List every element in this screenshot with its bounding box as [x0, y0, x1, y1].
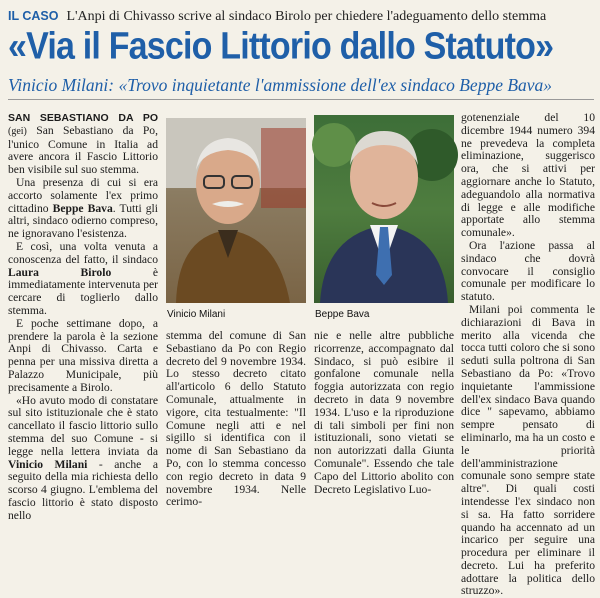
- paragraph: stemma del comune di San Sebastiano da Po con Regio decreto del 9 novembre 1934. Lo stesso decreto citato all'articolo 6 dello Statuto Comunale, attualmente in vigore, cita testualmente: "Il Comune negli atti e nel sigillo si identifica con il nome di San Sebastiano da Po, con lo stemma concesso con regio decreto in data 9 novembre 1934. Nelle cerimo-: [166, 329, 306, 509]
- article-column-3: [314, 329, 454, 496]
- photo-beppe-bava: [314, 115, 454, 303]
- paragraph: Ora l'azione passa al sindaco che dovrà convocare il consiglio comunale per modificare lo statuto.: [461, 238, 595, 304]
- paragraph: nie e nelle altre pubbliche ricorrenze, accompagnato dal Sindaco, si può esibire il gonfalone comunale nella foggia autorizzata con regio decreto in data 9 novembre 1934. L'uso e la riproduzione di tali simboli per fini non istituzionali, sono vietati se non autorizzati dalla Giunta Comunale". Essendo che tale Capo del Littorio abolito con Decreto Legislativo Luo-: [314, 329, 454, 496]
- article-column-2: [166, 329, 306, 509]
- photo-caption: Beppe Bava: [315, 309, 370, 320]
- paragraph: [8, 241, 158, 318]
- headline: «Via il Fascio Littorio dallo Statuto»: [8, 24, 554, 68]
- bold-name: Laura Birolo: [8, 265, 112, 279]
- article-column-1: [8, 112, 159, 522]
- divider: [8, 99, 594, 100]
- paragraph: gotenenziale del 10 dicembre 1944 numero 394 ne prevedeva la completa eliminazione, suggerisco ora, che si attivi per aggiornare anche lo Statuto, adeguandolo alla normativa di legge e alle modifiche apportate allo stemma comunale».: [461, 111, 595, 240]
- paragraph: Milani poi commenta le dichiarazioni di Bava in merito alla vicenda che tocca tutti coloro che si sono seduti sulla poltrona di San Sebastiano da Po: «Trovo inquietante l'ammissione dell'ex sindaco Bava quando dice " sapevamo, abbiamo sempre pensato di eliminarlo, ma ha un costo e le priorità dell'amministrazione comunale sono sempre state altre". Di quali costi intendesse l'ex sindaco non si sa. Ha fatto sorridere quando ha accennato ad un incarico per seguire una procedura per eliminare il decreto. Lui ha preferito adottare la politica dello struzzo».: [461, 302, 595, 598]
- paragraph-text: - anche a seguito della mia richiesta dello scorso 4 giugno. L'emblema del fascio littorio è stato disposto nello: [8, 457, 158, 522]
- kicker-text: L'Anpi di Chivasso scrive al sindaco Birolo per chiedere l'adeguamento dello stemma: [66, 9, 547, 24]
- dateline: SAN SEBASTIANO DA PO: [8, 112, 158, 124]
- bold-name: Vinicio Milani: [8, 457, 88, 471]
- paragraph: [8, 112, 158, 177]
- paragraph-text: . Tutti gli altri, sindaco odierno compreso, ne ignoravano l'esistenza.: [8, 201, 158, 241]
- article-column-4: [461, 111, 595, 598]
- paragraph: E poche settimane dopo, a prendere la parola è la sezione Anpi di Chivasso. Carta e penna per una missiva diretta a Palazzo Municipale, più precisamente a Birolo.: [8, 316, 158, 394]
- photo-vinicio-milani: [166, 118, 306, 303]
- kicker-row: [8, 7, 594, 23]
- paragraph-text: San Sebastiano da Po, l'unico Comune in Italia ad avere ancora il Fascio Littorio ben visibile sul suo stemma.: [8, 123, 158, 177]
- paragraph-text: E così, una volta venuta a conoscenza del fatto, il sindaco: [8, 239, 158, 266]
- paragraph-text: «Ho avuto modo di constatare sul sito istituzionale che è stato cancellato il fascio littorio sullo stemma del suo Comune - si legge nella lettera inviata da: [8, 393, 158, 458]
- portrait-illustration: [166, 118, 306, 303]
- photo-caption: Vinicio Milani: [167, 309, 226, 320]
- portrait-illustration: [314, 115, 454, 303]
- paragraph-text: è immediatamente intervenuta per cercare di toglierlo dallo stemma.: [8, 265, 159, 317]
- subheadline: Vinicio Milani: «Trovo inquietante l'ammissione dell'ex sindaco Beppe Bava»: [8, 75, 553, 95]
- paragraph: [8, 177, 158, 241]
- paragraph: [8, 395, 158, 523]
- byline: (gei): [8, 125, 27, 137]
- bold-name: Beppe Bava: [52, 201, 113, 215]
- kicker: IL CASO: [8, 9, 59, 23]
- paragraph-text: Una presenza di cui si era accorto solamente l'ex primo cittadino: [8, 175, 158, 215]
